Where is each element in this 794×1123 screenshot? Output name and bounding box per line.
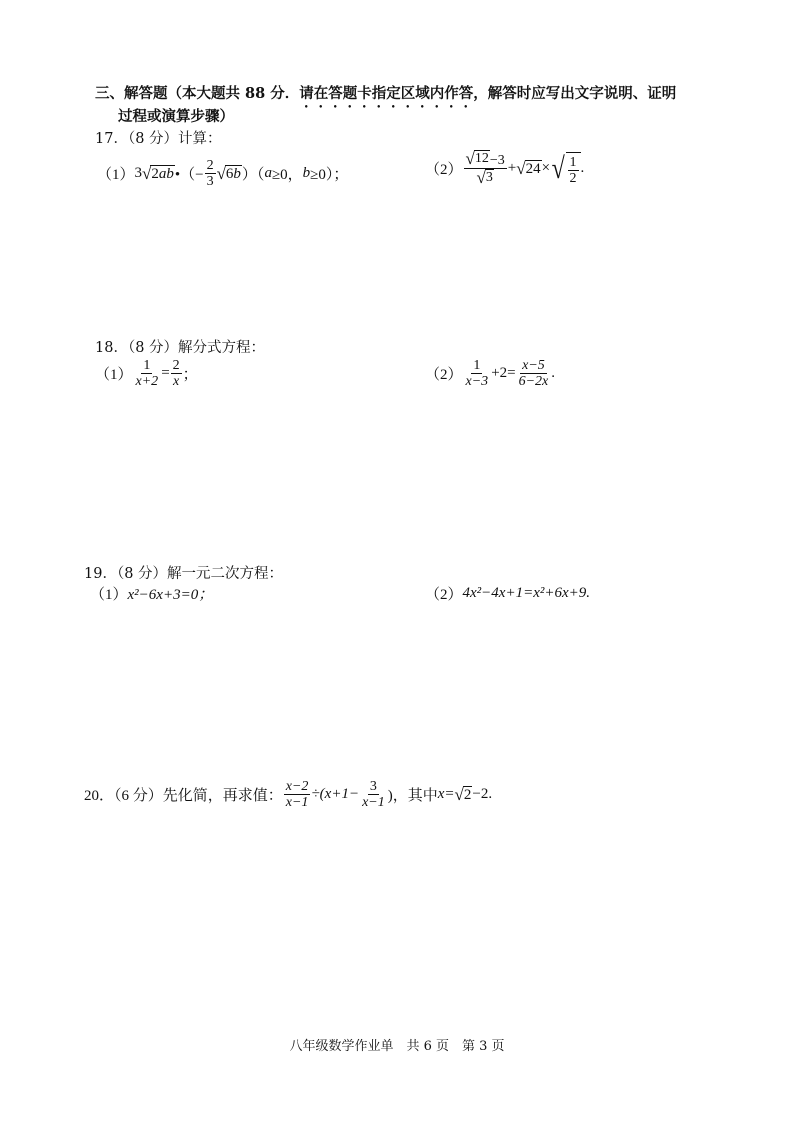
q17-part2: （2） √ 12 −3 √ 3 + √ 24 × √ $\frac{1}{2}$ . (425, 149, 585, 187)
fraction-2-3: $\frac{2}{3}$ (206, 158, 214, 189)
fraction-sqrt12-minus-3-over-sqrt3: √ 12 −3 √ 3 (465, 149, 505, 187)
sqrt-one-half: √ $\frac{1}{2}$ (550, 152, 580, 186)
q19-part1-label: （1） (90, 587, 128, 603)
q20: 20．（6 分）先化简，再求值： $\frac{x-2}{x-1}$ ÷(x+1− $\frac{3}{x-1}$ )，其中 x= √ 2 −2. (84, 779, 493, 810)
q18-part1-label: （1） (95, 367, 133, 383)
section-header-line2: 过程或演算步骤） (118, 108, 234, 125)
section-header-emphasis: 请在答题卡指定区域内作答 (299, 85, 474, 102)
q17-part2-label: （2） (425, 162, 463, 178)
fraction-x-minus-2-over-x-minus-1: $\frac{x-2}{x-1}$ (285, 779, 309, 810)
q19-part1 (90, 583, 213, 604)
q20-title: 20．（6 分）先化简，再求值： (84, 788, 283, 804)
q17-part1-label: （1） (97, 167, 135, 183)
q18-part2-label: （2） (425, 367, 463, 383)
q18-part2: （2） $\frac{1}{x-3}$ +2= $\frac{x-5}{6-2x}$ . (425, 358, 556, 389)
q17-title: 17．（8 分）计算： (95, 131, 222, 147)
sqrt-24: √ 24 (516, 158, 541, 178)
page-footer: 八年级数学作业单 共 6 页 第 3 页 (289, 1039, 505, 1054)
section-header-pre: 三、解答题（本大题共 88 分． (95, 85, 300, 102)
sqrt-2ab: √ 2ab (142, 163, 174, 183)
q19-part2-equation: 4x²−4x+1=x²+6x+9. (462, 585, 591, 601)
sqrt-2: √ 2 (454, 784, 472, 804)
q19-part2-label: （2） (425, 587, 463, 603)
q18-title: 18．（8 分）解分式方程： (95, 340, 266, 356)
fraction-x-minus-5-over-6-minus-2x: $\frac{x-5}{6-2x}$ (518, 358, 549, 389)
fraction-3-over-x-minus-1: $\frac{3}{x-1}$ (362, 779, 385, 810)
section-header-post: ，解答时应写出文字说明、证明 (473, 85, 677, 102)
q17-part1-coef: 3 (134, 165, 143, 181)
q17-part1-op: •（− (174, 167, 204, 183)
q19-part2 (425, 583, 590, 604)
q18-part1: （1） $\frac{1}{x+2}$ = $\frac{2}{x}$ ； (95, 358, 198, 389)
q19-title: 19．（8 分）解一元二次方程： (84, 566, 284, 582)
fraction-2-over-x: $\frac{2}{x}$ (172, 358, 180, 389)
fraction-1-over-x-plus-2: $\frac{1}{x+2}$ (135, 358, 159, 389)
q17-part1: （1） 3 √ 2ab •（− $\frac{2}{3}$ √ 6b ）（ a ≥0， b ≥0）； (97, 158, 349, 189)
q19-part1-equation: x²−6x+3=0； (127, 587, 214, 603)
fraction-1-over-x-minus-3: $\frac{1}{x-3}$ (465, 358, 489, 389)
sqrt-6b: √ 6b (216, 163, 241, 183)
